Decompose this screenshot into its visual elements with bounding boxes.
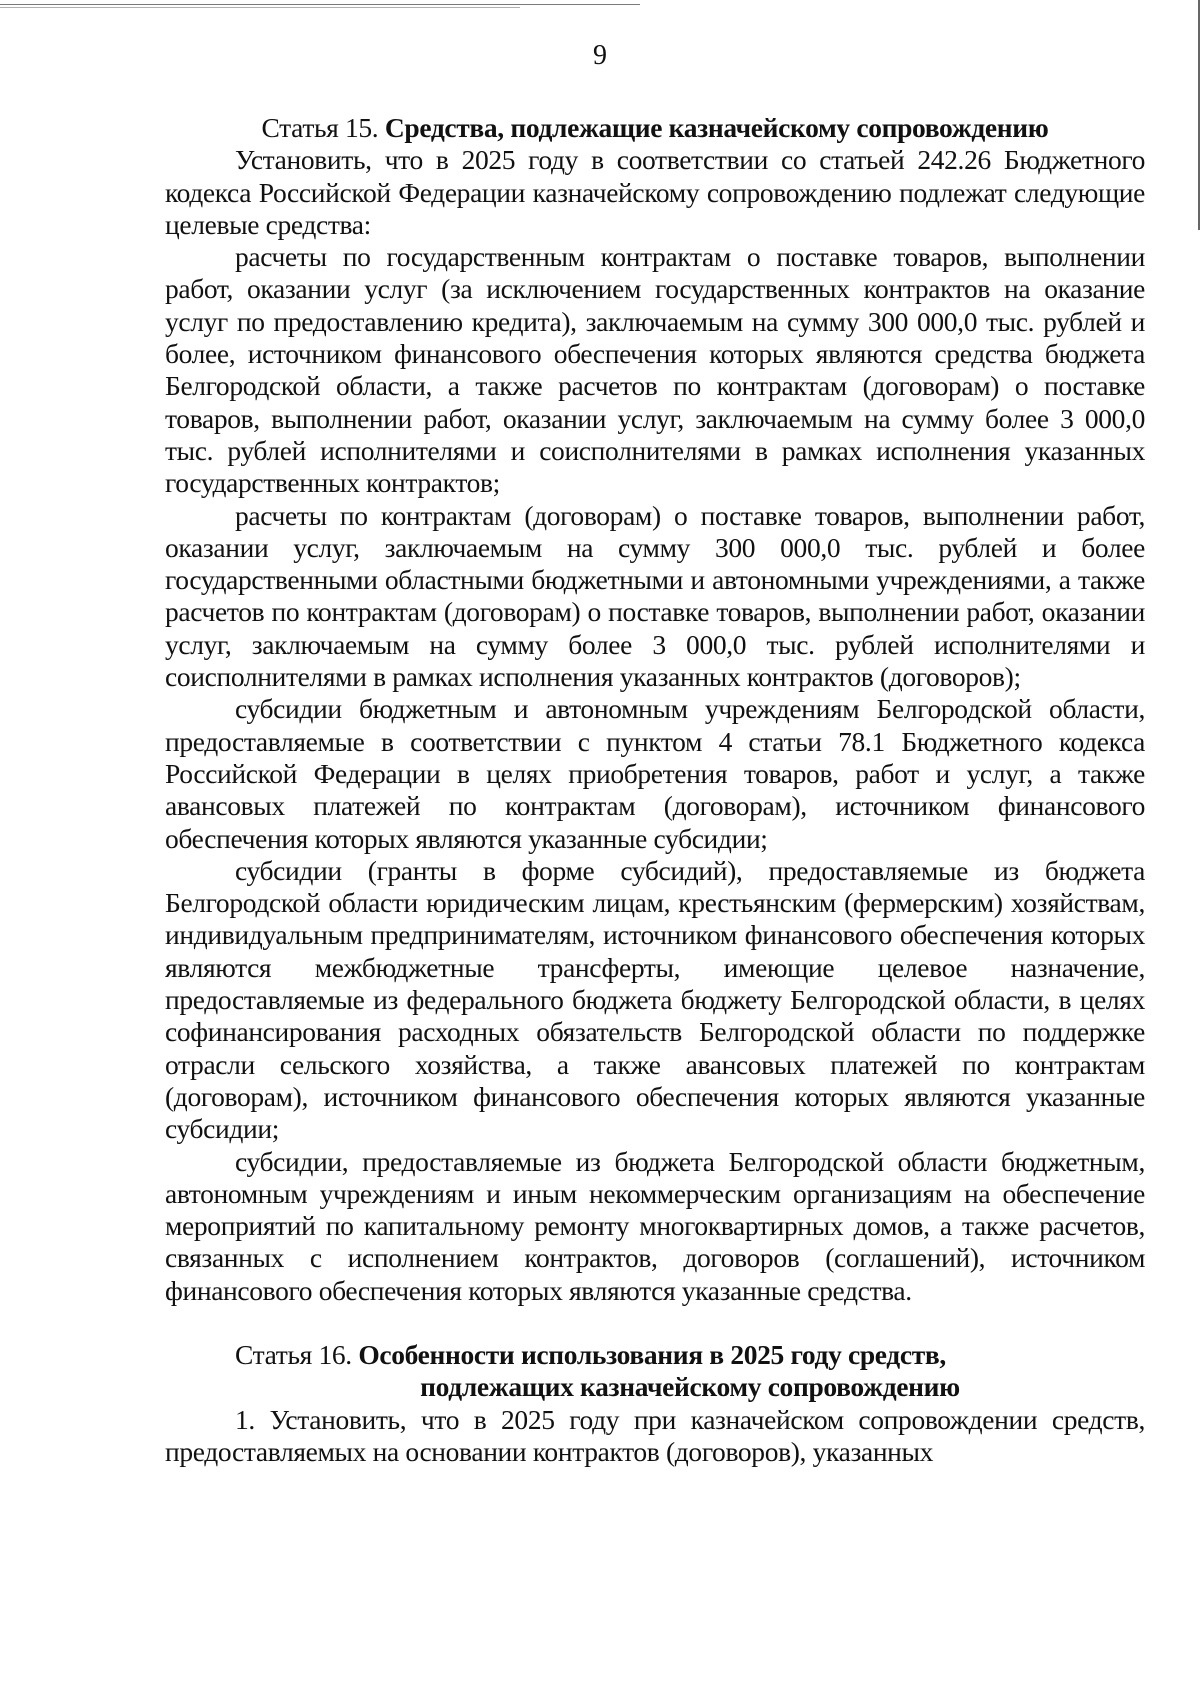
article-16-title-line2: подлежащих казначейскому сопровождению	[420, 1371, 960, 1403]
article-15-paragraph: расчеты по государственным контрактам о поставке товаров, выполнении работ, оказании услуг (за исключением государственных контрактов на оказание услуг по предоставлению кредита), заключаемым на сумму 300 000,0 тыс. рублей и более, источником финансового обеспечения которых являются средства бюджета Белгородской области, а также расчетов по контрактам (договорам) о поставке товаров, выполнении работ, оказании услуг, заключаемым на сумму более 3 000,0 тыс. рублей исполнителями и соисполнителями в рамках исполнения указанных государственных контрактов;	[165, 241, 1145, 499]
article-15-paragraph: субсидии, предоставляемые из бюджета Белгородской области бюджетным, автономным учреждениям и иным некоммерческим организациям на обеспечение мероприятий по капитальному ремонту многоквартирных домов, а также расчетов, связанных с исполнением контрактов, договоров (соглашений), источником финансового обеспечения которых являются указанные средства.	[165, 1145, 1145, 1306]
article-15-paragraph: субсидии (гранты в форме субсидий), предоставляемые из бюджета Белгородской области юридическим лицам, крестьянским (фермерским) хозяйствам, индивидуальным предпринимателям, источником финансового обеспечения которых являются межбюджетные трансферты, имеющие целевое назначение, предоставляемые из федерального бюджета бюджету Белгородской области, в целях софинансирования расходных обязательств Белгородской области по поддержке отрасли сельского хозяйства, а также авансовых платежей по контрактам (договорам), источником финансового обеспечения которых являются указанные субсидии;	[165, 854, 1145, 1145]
article-15-paragraph: расчеты по контрактам (договорам) о поставке товаров, выполнении работ, оказании услуг, заключаемым на сумму 300 000,0 тыс. рублей и более государственными областными бюджетными и автономными учреждениями, а также расчетов по контрактам (договорам) о поставке товаров, выполнении работ, оказании услуг, заключаемым на сумму более 3 000,0 тыс. рублей исполнителями и соисполнителями в рамках исполнения указанных контрактов (договоров);	[165, 499, 1145, 693]
page-number: 9	[593, 40, 607, 71]
article-15-paragraph: Установить, что в 2025 году в соответствии со статьей 242.26 Бюджетного кодекса Российской Федерации казначейскому сопровождению подлежат следующие целевые средства:	[165, 144, 1145, 240]
article-15-heading	[165, 112, 1145, 144]
article-15-label: Статья 15.	[261, 112, 379, 143]
article-16-label: Статья 16.	[235, 1338, 352, 1370]
article-15-paragraph: субсидии бюджетным и автономным учреждениям Белгородской области, предоставляемые в соответствии с пунктом 4 статьи 78.1 Бюджетного кодекса Российской Федерации в целях приобретения товаров, работ и услуг, а также авансовых платежей по контрактам (договорам), источником финансового обеспечения которых являются указанные субсидии;	[165, 693, 1145, 854]
article-16-title-line1: Особенности использования в 2025 году средств,	[358, 1338, 946, 1370]
article-16-heading	[165, 1339, 1145, 1404]
document-body	[165, 112, 1145, 1468]
scan-edge-line	[0, 7, 520, 8]
scan-edge-line	[0, 4, 640, 5]
article-15-title: Средства, подлежащие казначейскому сопровождению	[384, 112, 1049, 143]
article-16-paragraph: 1. Установить, что в 2025 году при казначейском сопровождении средств, предоставляемых на основании контрактов (договоров), указанных	[165, 1403, 1145, 1467]
